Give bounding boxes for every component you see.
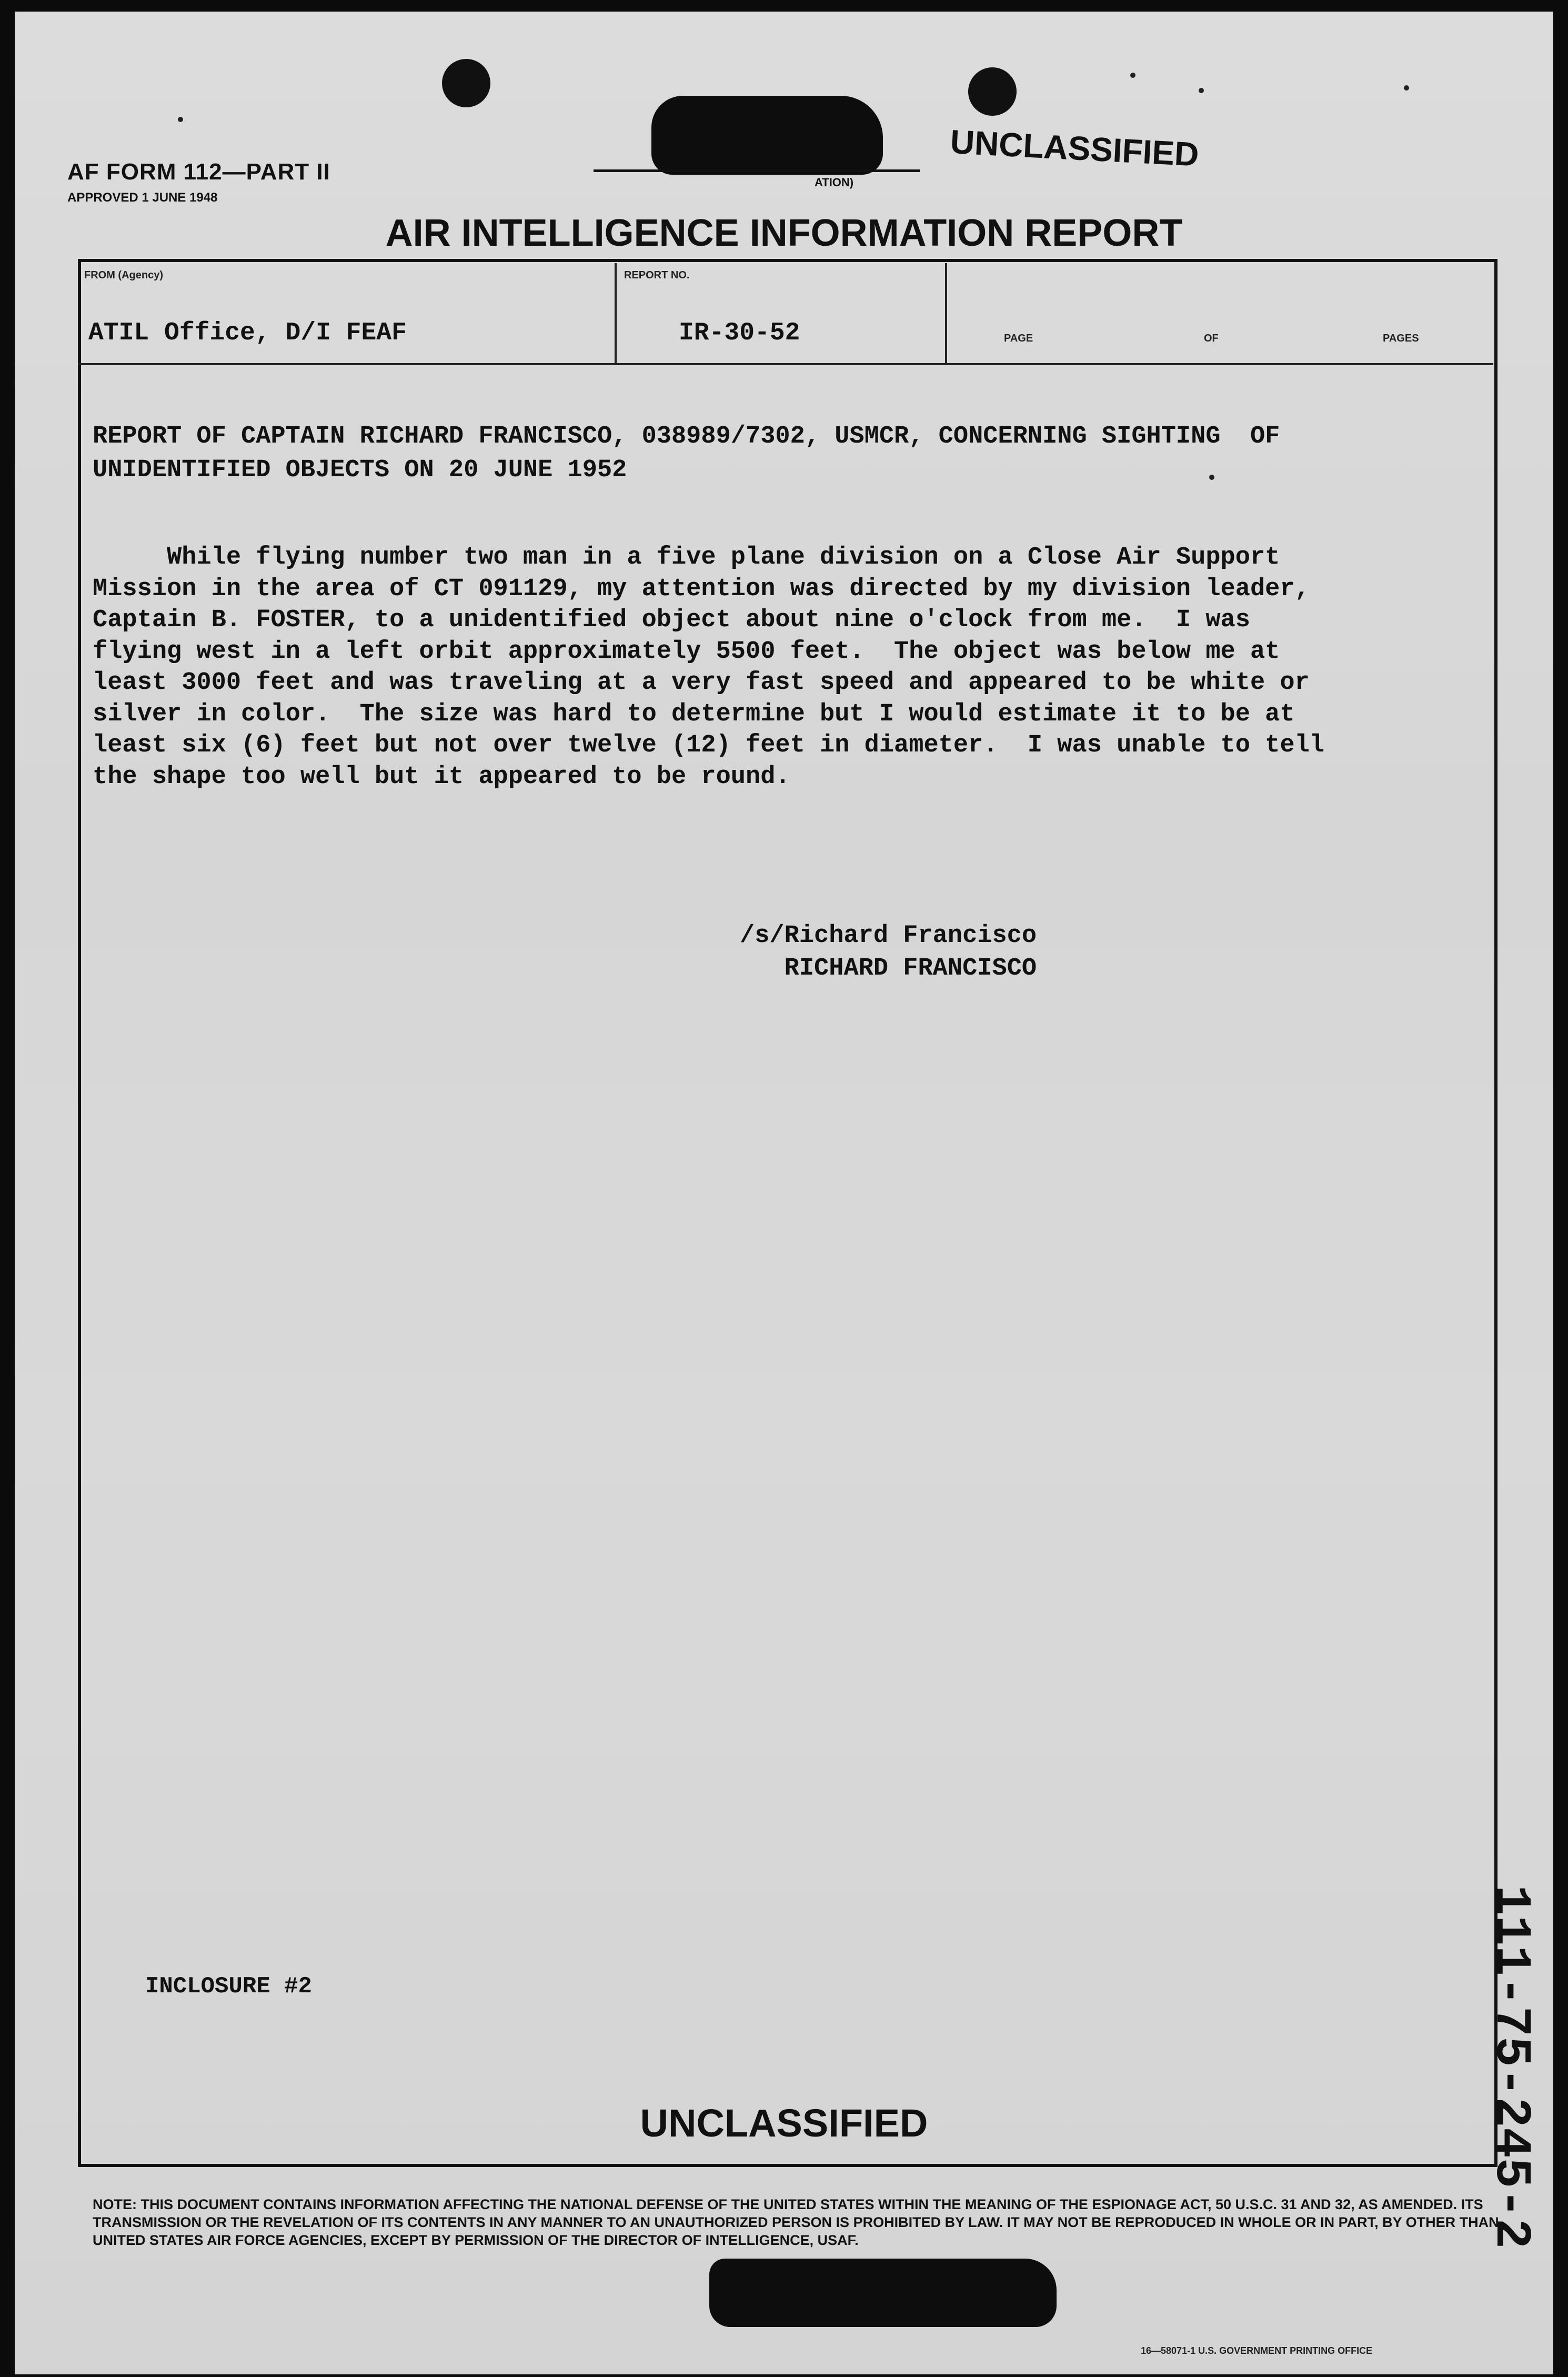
report-no-value: IR-30-52	[679, 319, 800, 347]
from-value: ATIL Office, D/I FEAF	[88, 319, 407, 347]
column-divider	[945, 263, 947, 363]
punch-hole-right	[968, 67, 1017, 116]
pages-label: PAGES	[1383, 333, 1419, 344]
report-subject: REPORT OF CAPTAIN RICHARD FRANCISCO, 038989/7302, USMCR, CONCERNING SIGHTING OF UNIDENTIFIED OBJECTS ON 20 JUNE 1952	[93, 423, 1280, 484]
of-label: OF	[1204, 333, 1219, 344]
archive-number: 111-75-245-2	[1482, 1885, 1540, 2249]
signature-block	[740, 920, 1037, 985]
classification-underline	[594, 169, 920, 172]
report-title: AIR INTELLIGENCE INFORMATION REPORT	[385, 212, 1183, 254]
redaction-mark-bottom	[709, 2259, 1057, 2327]
form-id: AF FORM 112—PART II	[67, 159, 330, 185]
security-note: NOTE: THIS DOCUMENT CONTAINS INFORMATION AFFECTING THE NATIONAL DEFENSE OF THE UNITED STATES WITHIN THE MEANING OF THE ESPIONAGE ACT, 50 U.S.C. 31 AND 32, AS AMENDED. ITS TRANSMISSION OR THE REVELATION OF ITS CONTENTS IN ANY MANNER TO AN UNAUTHORIZED PERSON IS PROHIBITED BY LAW. IT MAY NOT BE REPRODUCED IN WHOLE OR IN PART, BY OTHER THAN UNITED STATES AIR FORCE AGENCIES, EXCEPT BY PERMISSION OF THE DIRECTOR OF INTELLIGENCE, USAF.	[93, 2197, 1499, 2248]
ink-speck	[1404, 85, 1409, 91]
signature-signed: /s/Richard Francisco	[740, 922, 1037, 950]
classification-caption: ATION)	[815, 176, 854, 189]
ink-speck	[1130, 73, 1135, 78]
document-page	[15, 12, 1553, 2374]
classification-stamp-bottom: UNCLASSIFIED	[640, 2101, 928, 2145]
column-divider	[615, 263, 617, 363]
approval-date: APPROVED 1 JUNE 1948	[67, 190, 218, 205]
from-label: FROM (Agency)	[84, 269, 163, 281]
ink-speck	[1199, 88, 1204, 93]
printer-mark: 16—58071-1 U.S. GOVERNMENT PRINTING OFFICE	[1141, 2345, 1373, 2356]
ink-speck	[178, 117, 183, 122]
signature-name: RICHARD FRANCISCO	[784, 955, 1037, 982]
classification-stamp-top: UNCLASSIFIED	[949, 122, 1200, 174]
enclosure-label: INCLOSURE #2	[145, 1973, 312, 2000]
punch-hole-left	[442, 59, 490, 107]
report-body: While flying number two man in a five plane division on a Close Air Support Mission in the area of CT 091129, my attention was directed by my division leader, Captain B. FOSTER, to a unidentified object about nine o'clock from me. I was flying west in a left orbit approximately 5500 feet. The object was below me at least 3000 feet and was traveling at a very fast speed and appeared to be white or silver in color. The size was hard to determine but I would estimate it to be at least six (6) feet but not over twelve (12) feet in diameter. I was unable to tell the shape too well but it appeared to be round.	[93, 544, 1324, 791]
redaction-mark-top	[651, 96, 883, 175]
page-label: PAGE	[1004, 333, 1033, 344]
header-divider	[78, 363, 1493, 365]
report-no-label: REPORT NO.	[624, 269, 690, 281]
